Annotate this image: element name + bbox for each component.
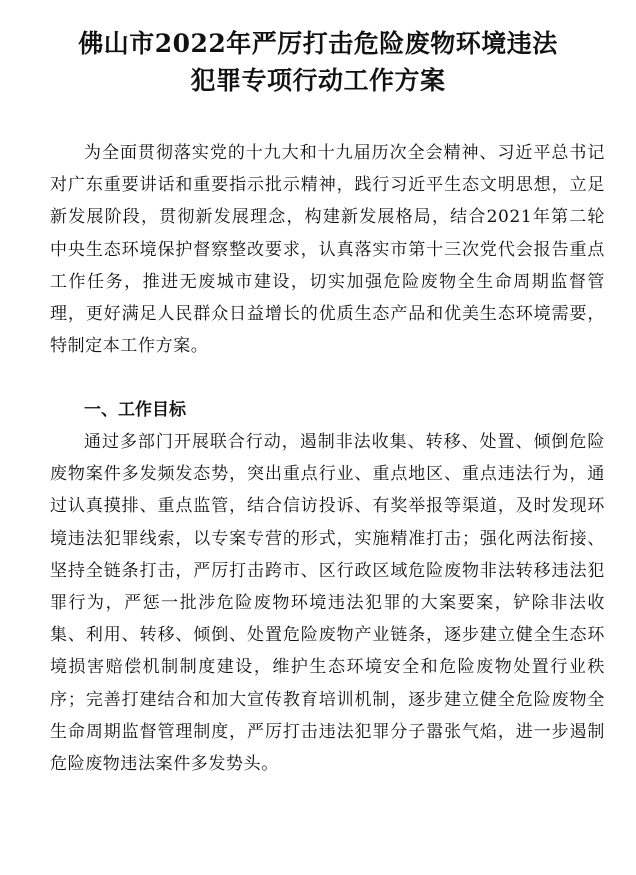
section-heading-work-goals: 一、工作目标	[84, 400, 186, 420]
document-title-line-2: 犯罪专项行动工作方案	[190, 66, 446, 95]
work-goals-paragraph: 通过多部门开展联合行动，遏制非法收集、转移、处置、倾倒危险废物案件多发频发态势，突出重点行业、重点地区、重点违法行为，通过认真摸排、重点监管，结合信访投诉、有奖举报等渠道，及时发现环境违法犯罪线索，以专案专营的形式，实施精准打击；强化两法衔接、坚持全链条打击，严厉打击跨市、区行政区域危险废物非法转移违法犯罪行为，严惩一批涉危险废物环境违法犯罪的大案要案，铲除非法收集、利用、转移、倾倒、处置危险废物产业链条，逐步建立健全生态环境损害赔偿机制制度建设，维护生态环境安全和危险废物处置行业秩序；完善打建结合和加大宣传教育培训机制，逐步建立健全危险废物全生命周期监督管理制度，严厉打击违法犯罪分子嚣张气焰，进一步遏制危险废物违法案件多发势头。	[50, 432, 605, 775]
document-title-line-1: 佛山市2022年严厉打击危险废物环境违法	[78, 29, 558, 58]
intro-paragraph: 为全面贯彻落实党的十九大和十九届历次全会精神、习近平总书记对广东重要讲话和重要指示批示精神，践行习近平生态文明思想，立足新发展阶段，贯彻新发展理念，构建新发展格局，结合2021年第二轮中央生态环境保护督察整改要求，认真落实市第十三次党代会报告重点工作任务，推进无废城市建设，切实加强危险废物全生命周期监督管理，更好满足人民群众日益增长的优质生态产品和优美生态环境需要，特制定本工作方案。	[50, 143, 605, 357]
